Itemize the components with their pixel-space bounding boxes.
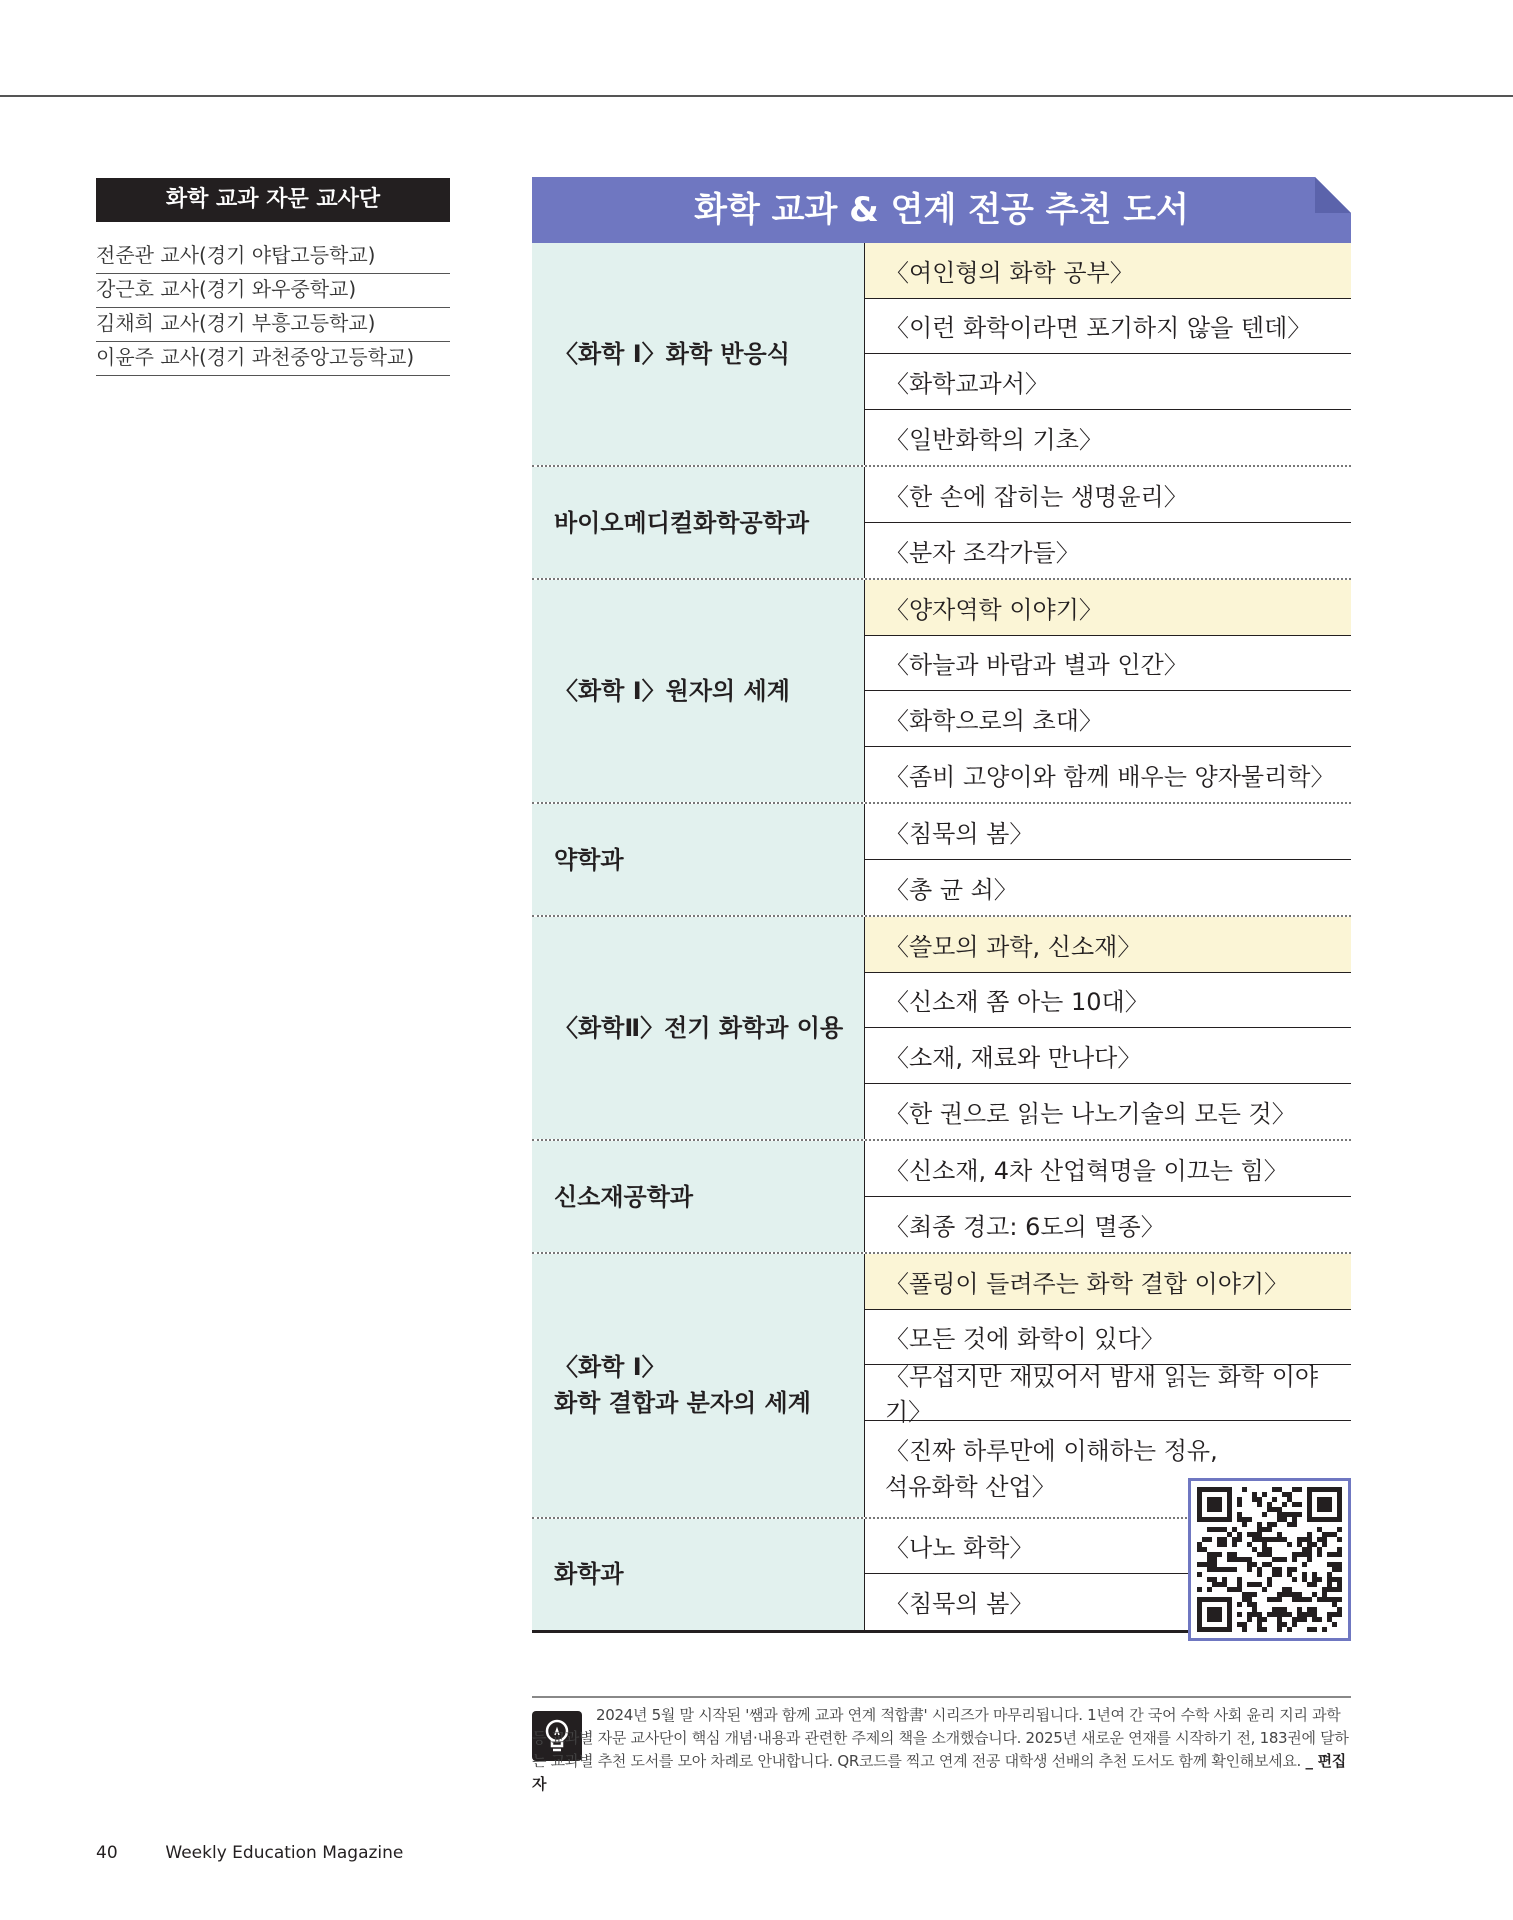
subject-label: 신소재공학과 [554,1182,694,1211]
book-title: 〈무섭지만 재밌어서 밤새 읽는 화학 이야기〉 [885,1363,1319,1427]
table-body [532,243,1351,1633]
subject-cell [532,1141,865,1252]
book-row [865,467,1351,523]
editor-note-text: 2024년 5월 말 시작된 '쌤과 함께 교과 연계 적합書' 시리즈가 마무리됩니다. 1년여 간 국어 수학 사회 윤리 지리 과학 등 교과별 자문 교사단이 핵심 개념·내용과 관련한 주제의 책을 소개했습니다. 2025년 새로운 연재를 시작하기 전, 183권에 달하는 교과별 추천 도서를 모아 차례로 안내합니다. QR코드를 찍고 연계 전공 대학생 선배의 추천 도서도 함께 확인해보세요. [532,1706,1349,1770]
advisor-item: 전준관 교사(경기 야탑고등학교) [96,240,450,274]
book-row [865,747,1351,803]
book-title: 〈하늘과 바람과 별과 인간〉 [885,651,1188,680]
book-title: 〈이런 화학이라면 포기하지 않을 텐데〉 [885,314,1312,343]
top-rule [0,95,1513,97]
book-title: 〈한 권으로 읽는 나노기술의 모든 것〉 [885,1099,1296,1128]
book-list [865,243,1351,465]
subject-cell [532,1254,865,1517]
book-title: 〈일반화학의 기초〉 [885,425,1103,454]
subject-cell [532,467,865,578]
page-number: 40 [96,1843,118,1863]
subject-label: 화학과 [554,1560,624,1588]
book-row [865,1028,1351,1084]
book-title: 〈총 균 쇠〉 [885,875,1018,904]
book-row [865,691,1351,747]
table-title: 화학 교과 & 연계 전공 추천 도서 [694,190,1189,230]
book-row [865,243,1351,299]
book-list [865,580,1351,802]
book-row [865,636,1351,692]
book-row [865,1084,1351,1140]
book-row [865,523,1351,579]
book-list [865,467,1351,578]
page-fold-icon [1315,177,1351,213]
book-title: 〈진짜 하루만에 이해하는 정유, [885,1436,1218,1465]
subject-label: 화학 결합과 분자의 세계 [554,1389,811,1418]
subject-label: 〈화학Ⅱ〉전기 화학과 이용 [554,1014,844,1042]
subject-label: 〈화학 Ⅰ〉원자의 세계 [554,677,790,705]
book-row [865,917,1351,973]
book-row [865,354,1351,410]
book-title: 〈여인형의 화학 공부〉 [885,258,1134,287]
subject-cell [532,243,865,465]
book-table [532,177,1351,1633]
book-title: 〈최종 경고: 6도의 멸종〉 [885,1212,1165,1241]
advisor-item: 김채희 교사(경기 부흥고등학교) [96,308,450,342]
book-title: 〈분자 조각가들〉 [885,538,1080,567]
book-row [865,1141,1351,1197]
book-list [865,917,1351,1139]
book-row [865,410,1351,466]
subject-label: 〈화학 Ⅰ〉 [554,1353,666,1382]
book-row [865,1363,1351,1427]
book-title: 〈좀비 고양이와 함께 배우는 양자물리학〉 [885,762,1335,791]
qr-code-icon[interactable] [1188,1478,1351,1641]
book-title: 〈화학으로의 초대〉 [885,706,1103,735]
book-row [865,299,1351,355]
book-title: 〈폴링이 들려주는 화학 결합 이야기〉 [885,1269,1289,1298]
book-title: 〈화학교과서〉 [885,369,1049,398]
book-row [865,860,1351,916]
book-title: 〈소재, 재료와 만나다〉 [885,1043,1142,1072]
book-title: 〈양자역학 이야기〉 [885,595,1103,624]
subject-group [532,1139,1351,1252]
editor-note [532,1704,1351,1796]
magazine-name: Weekly Education Magazine [165,1843,404,1863]
advisor-item: 강근호 교사(경기 와우중학교) [96,274,450,308]
book-title: 〈모든 것에 화학이 있다〉 [885,1325,1165,1354]
book-title: 〈침묵의 봄〉 [885,819,1034,848]
subject-group [532,243,1351,465]
subject-cell [532,804,865,915]
advisor-panel-title: 화학 교과 자문 교사단 [96,178,450,222]
note-divider [532,1696,1351,1698]
book-row [865,1254,1351,1310]
subject-group [532,915,1351,1139]
book-row [865,1197,1351,1253]
book-title-line2: 석유화학 산업〉 [885,1472,1056,1501]
editor-signature: _ 편집자 [532,1752,1346,1793]
advisor-panel [96,178,450,376]
table-header [532,177,1351,243]
book-title: 〈신소재 쫌 아는 10대〉 [885,988,1149,1017]
subject-cell [532,917,865,1139]
subject-group [532,1252,1351,1517]
subject-label: 약학과 [554,845,624,874]
subject-group [532,802,1351,915]
advisor-list [96,240,450,376]
subject-group [532,578,1351,802]
subject-label: 바이오메디컬화학공학과 [554,508,810,537]
book-list [865,804,1351,915]
book-title: 〈한 손에 잡히는 생명윤리〉 [885,482,1188,511]
book-row [865,804,1351,860]
subject-label: 〈화학 Ⅰ〉화학 반응식 [554,340,790,368]
subject-cell [532,1519,865,1630]
book-row [865,580,1351,636]
advisor-item: 이윤주 교사(경기 과천중앙고등학교) [96,342,450,376]
book-title: 〈침묵의 봄〉 [885,1590,1034,1619]
subject-cell [532,580,865,802]
subject-group [532,465,1351,578]
page-footer [96,1843,403,1863]
book-row [865,973,1351,1029]
book-title: 〈나노 화학〉 [885,1534,1034,1563]
book-title: 〈쓸모의 과학, 신소재〉 [885,932,1142,961]
book-title: 〈신소재, 4차 산업혁명을 이끄는 힘〉 [885,1156,1288,1185]
book-list [865,1141,1351,1252]
